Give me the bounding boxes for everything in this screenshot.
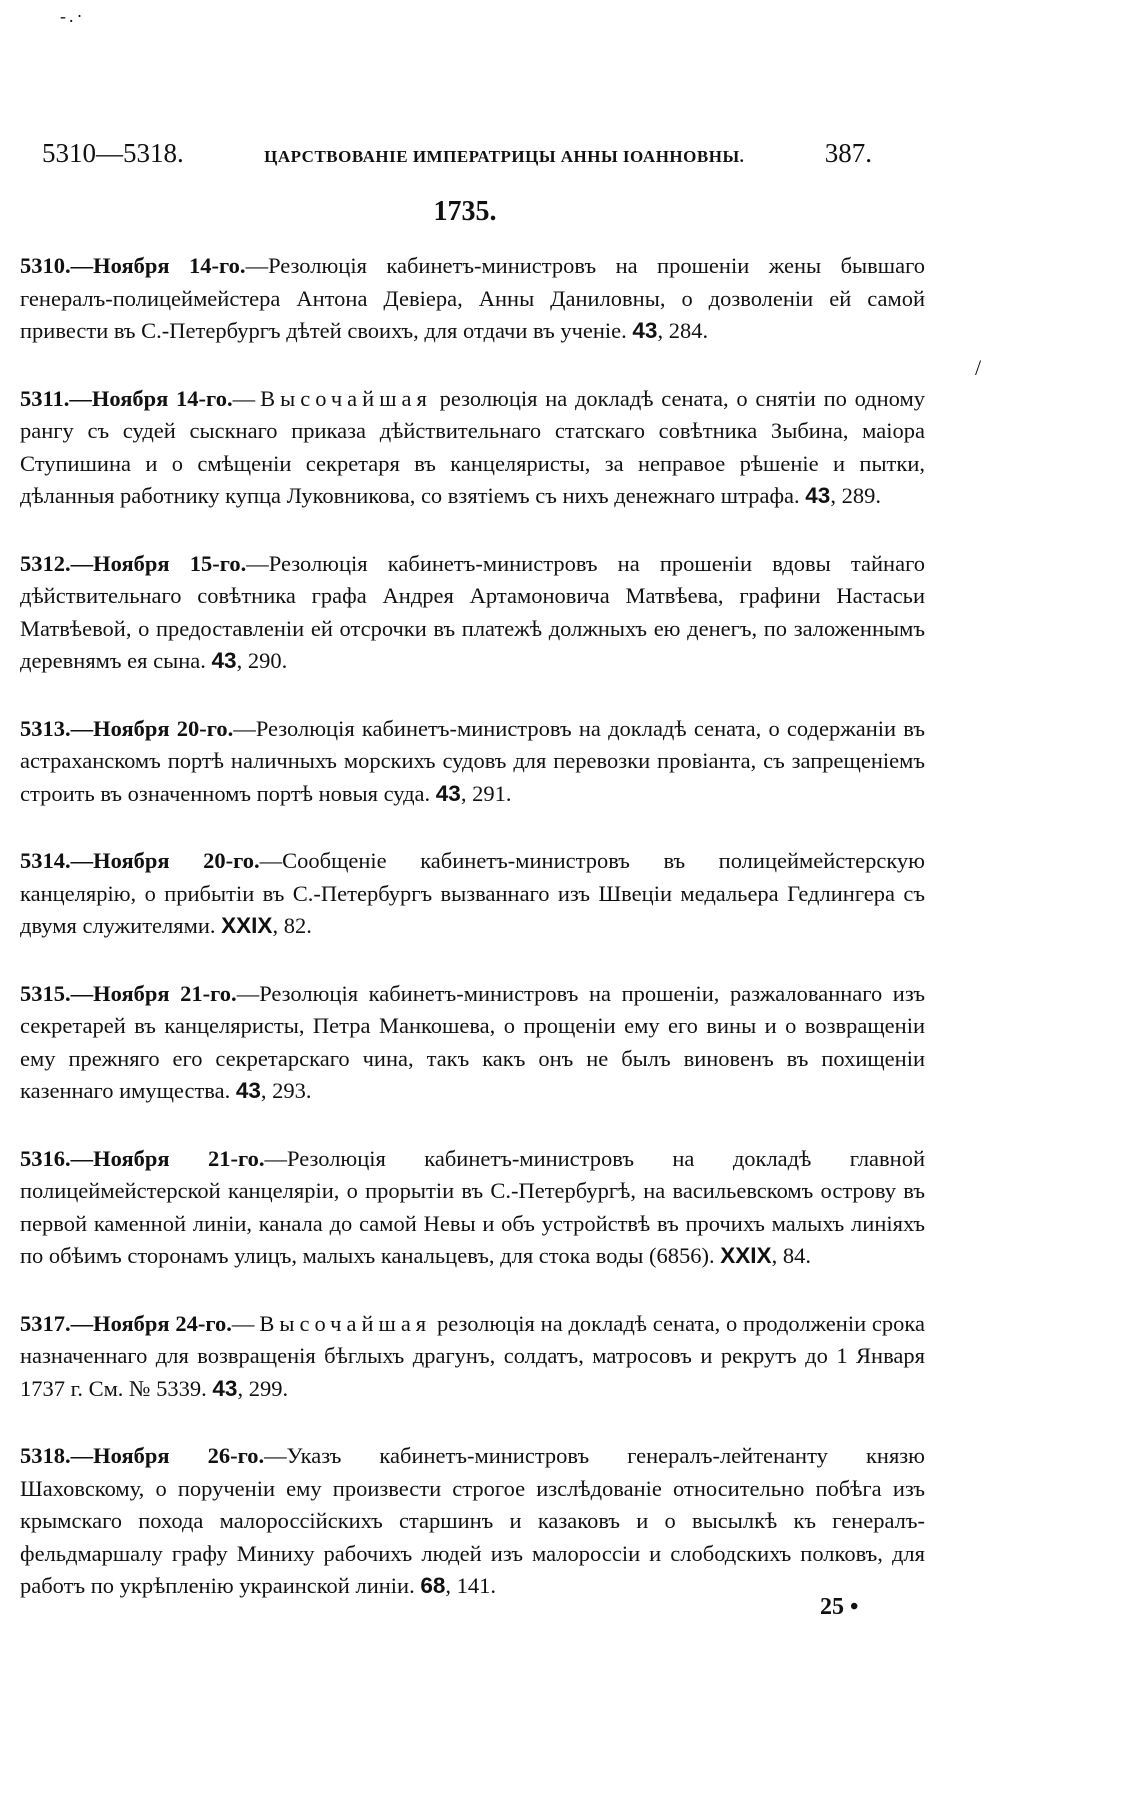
entry-5311	[20, 383, 925, 513]
entry-5313	[20, 713, 925, 811]
entry-5317	[20, 1308, 925, 1406]
entry-number: 5310.	[20, 253, 71, 278]
entry-text: —Резолюція кабинетъ-министровъ на докладѣ главной полицеймейстерской канцеляріи, о прорытіи въ С.-Петербургѣ, на васильевскомъ острову въ первой каменной линіи, канала до самой Невы и объ устройствѣ въ прочихъ малыхъ линіяхъ по обѣимъ сторонамъ улицъ, малыхъ канальцевъ, для стока воды (6856).	[20, 1145, 925, 1268]
entry-text: —Резолюція кабинетъ-министровъ на прошеніи, разжалованнаго изъ секретарей въ канцеляристы, Петра Манкошева, о прощеніи ему его вины и о возвращеніи ему прежняго его секретарскаго чина, такъ какъ онъ не былъ виновенъ въ похищеніи казеннаго имущества.	[20, 980, 925, 1103]
entry-date: —Ноября 15-го.	[70, 550, 247, 576]
margin-mark: /	[975, 355, 982, 380]
entry-page-ref: , 141.	[445, 1573, 496, 1598]
entry-number: 5312.	[20, 550, 71, 576]
running-head	[42, 138, 872, 169]
entry-volume: 43	[435, 780, 461, 806]
entry-number: 5316.	[20, 1145, 71, 1171]
entry-volume: 68	[420, 1573, 446, 1598]
entry-date: —Ноября 24-го.	[70, 1310, 232, 1336]
entry-text: —Резолюція кабинетъ-министровъ на прошеніи вдовы тайнаго дѣйствительнаго совѣтника графа Андрея Артамоновича Матвѣева, графини Настасьи Матвѣевой, о предоставленіи ей отсрочки въ платежѣ должныхъ ею денегъ, по заложеннымъ деревнямъ ея сына.	[20, 550, 925, 673]
entry-text: —Указъ кабинетъ-министровъ генералъ-лейтенанту князю Шаховскому, о порученіи ему произвести строгое изслѣдованіе относительно побѣга изъ крымскаго похода малороссійскихъ старшинъ и казаковъ и о высылкѣ къ генералъ-фельдмаршалу графу Миниху рабочихъ людей изъ малороссіи и слободскихъ полковъ, для работъ по укрѣпленію украинской линіи.	[20, 1443, 925, 1598]
entry-spaced-word: —Высочайшая	[231, 1310, 432, 1336]
entry-date: —Ноября 14-го.	[70, 253, 246, 278]
entry-date: —Ноября 21-го.	[70, 1145, 265, 1171]
entry-5314	[20, 845, 925, 943]
entry-volume: 43	[805, 483, 831, 508]
entry-number: 5318.	[20, 1443, 71, 1468]
entry-date: —Ноября 14-го.	[69, 385, 233, 411]
entry-number: 5311.	[20, 385, 70, 411]
entry-spaced-word: —Высочайшая	[232, 385, 432, 411]
entry-volume: 43	[211, 648, 237, 673]
entry-5315	[20, 978, 925, 1108]
entry-number: 5315.	[20, 980, 71, 1006]
entry-number: 5313.	[20, 715, 71, 741]
entry-date: —Ноября 20-го.	[70, 715, 234, 741]
entry-volume: 43	[235, 1078, 261, 1103]
entry-text: —Резолюція кабинетъ-министровъ на прошеніи жены бывшаго генералъ-полицеймейстера Антона Девіера, Анны Даниловны, о дозволеніи ей самой привести въ С.-Петербургъ дѣтей своихъ, для отдачи въ ученіе.	[20, 253, 925, 343]
entry-page-ref: , 284.	[657, 318, 709, 343]
entry-date: —Ноября 21-го.	[70, 980, 237, 1006]
entry-number: 5317.	[20, 1310, 71, 1336]
entry-number: 5314.	[20, 848, 71, 873]
entry-date: —Ноября 20-го.	[70, 848, 260, 873]
entry-page-ref: , 290.	[236, 648, 288, 673]
running-title: ЦАРСТВОВАНІЕ ИМПЕРАТРИЦЫ АННЫ ІОАННОВНЫ.	[264, 147, 745, 166]
entry-volume: XXIX	[720, 1243, 772, 1268]
year-heading: 1735.	[433, 196, 497, 227]
entry-page-ref: , 299.	[237, 1375, 289, 1401]
entry-5310	[20, 250, 925, 348]
entry-date: —Ноября 26-го.	[70, 1443, 265, 1468]
entry-text: резолюція на докладѣ сената, о снятіи по одному рангу съ судей сыскнаго приказа дѣйствительнаго статскаго совѣтника Зыбина, маіора Ступишина и о смѣщеніи секретаря въ канцеляристы, за неправое рѣшеніе и пытки, дѣланныя работнику купца Луковникова, со взятіемъ съ нихъ денежнаго штрафа.	[20, 385, 925, 508]
entry-text: резолюція на докладѣ сената, о продолженіи срока назначеннаго для возвращенія бѣглыхъ драгунъ, солдатъ, матросовъ и рекрутъ до 1 Января 1737 г. См. № 5339.	[20, 1310, 925, 1401]
entry-text: —Резолюція кабинетъ-министровъ на докладѣ сената, о содержаніи въ астраханскомъ портѣ наличныхъ морскихъ судовъ для перевозки провіанта, съ запрещеніемъ строить въ означенномъ портѣ новыя суда.	[20, 715, 925, 806]
entries-list	[20, 250, 925, 1638]
entry-page-ref: , 82.	[272, 913, 312, 938]
entry-text: —Сообщеніе кабинетъ-министровъ въ полицеймейстерскую канцелярію, о прибытіи въ С.-Петербургъ вызваннаго изъ Швеціи медальера Гедлингера съ двумя служителями.	[20, 848, 925, 938]
entry-page-ref: , 291.	[460, 780, 512, 806]
entry-volume: 43	[632, 318, 658, 343]
entry-page-ref: , 293.	[260, 1078, 312, 1103]
entry-5312	[20, 548, 925, 678]
entry-volume: XXIX	[221, 913, 273, 938]
entry-volume: 43	[212, 1375, 238, 1401]
signature-mark: 25 •	[820, 1594, 859, 1620]
entry-page-ref: , 289.	[830, 483, 881, 508]
top-edge-mark: -.·	[60, 6, 86, 26]
entry-range: 5310—5318.	[42, 138, 184, 168]
entry-5316	[20, 1143, 925, 1273]
entry-5318	[20, 1440, 925, 1603]
entry-page-ref: , 84.	[771, 1243, 811, 1268]
page-number: 387.	[824, 138, 872, 168]
